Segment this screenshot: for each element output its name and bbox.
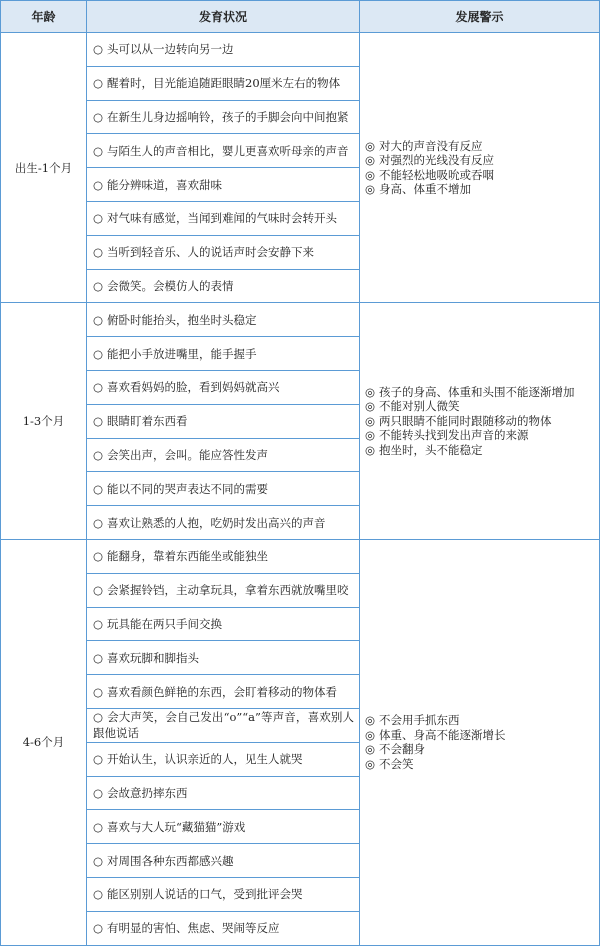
warning-item-text: 不会翻身 <box>379 742 425 757</box>
development-item-text: 能区别别人说话的口气，受到批评会哭 <box>107 887 303 902</box>
circle-bullet-icon: ○ <box>93 481 104 496</box>
warning-item <box>365 168 599 183</box>
development-item <box>87 912 359 945</box>
circle-bullet-icon: ○ <box>93 785 104 800</box>
development-item <box>87 202 359 235</box>
development-item-text: 醒着时，目光能追随距眼睛20厘米左右的物体 <box>107 76 341 91</box>
development-item <box>87 472 359 505</box>
double-circle-bullet-icon: ◎ <box>365 153 376 168</box>
double-circle-bullet-icon: ◎ <box>365 413 376 428</box>
development-item-text: 会大声笑，会自己发出“o”“a”等声音，喜欢别人跟他说话 <box>93 710 354 741</box>
warning-item <box>365 414 599 429</box>
age-label: 4-6个月 <box>1 540 86 945</box>
warning-item-text: 抱坐时，头不能稳定 <box>379 442 483 457</box>
circle-bullet-icon: ○ <box>93 211 104 226</box>
warning-item <box>365 443 599 458</box>
development-item <box>87 844 359 877</box>
development-item <box>87 608 359 641</box>
development-item <box>87 439 359 472</box>
warning-item-text: 对强烈的光线没有反应 <box>379 153 494 168</box>
double-circle-bullet-icon: ◎ <box>365 742 376 757</box>
circle-bullet-icon: ○ <box>93 278 104 293</box>
warning-cell <box>360 33 599 302</box>
development-item-text: 喜欢看妈妈的脸，看到妈妈就高兴 <box>107 380 280 395</box>
development-item <box>87 743 359 776</box>
double-circle-bullet-icon: ◎ <box>365 138 376 153</box>
development-item <box>87 168 359 201</box>
warning-item-text: 孩子的身高、体重和头围不能逐渐增加 <box>379 384 575 399</box>
double-circle-bullet-icon: ◎ <box>365 428 376 443</box>
development-item-text: 会紧握铃铛，主动拿玩具，拿着东西就放嘴里咬 <box>107 583 349 598</box>
warning-item <box>365 757 599 772</box>
circle-bullet-icon: ○ <box>93 42 104 57</box>
header-age: 年龄 <box>1 1 86 32</box>
development-item-text: 头可以从一边转向另一边 <box>107 42 234 57</box>
circle-bullet-icon: ○ <box>93 414 104 429</box>
development-item <box>87 33 359 66</box>
circle-bullet-icon: ○ <box>93 177 104 192</box>
development-item <box>87 506 359 539</box>
circle-bullet-icon: ○ <box>93 109 104 124</box>
development-item <box>87 405 359 438</box>
warning-item <box>365 153 599 168</box>
development-item <box>87 303 359 336</box>
circle-bullet-icon: ○ <box>93 583 104 598</box>
development-item <box>87 134 359 167</box>
warning-item-text: 两只眼睛不能同时跟随移动的物体 <box>379 413 552 428</box>
development-item <box>87 810 359 843</box>
development-item <box>87 574 359 607</box>
development-item <box>87 878 359 911</box>
circle-bullet-icon: ○ <box>93 684 104 699</box>
warning-item-text: 不能对别人微笑 <box>379 399 460 414</box>
double-circle-bullet-icon: ◎ <box>365 182 376 197</box>
development-item-text: 俯卧时能抬头，抱坐时头稳定 <box>107 312 257 327</box>
double-circle-bullet-icon: ◎ <box>365 167 376 182</box>
development-item <box>87 67 359 100</box>
development-item <box>87 540 359 573</box>
development-item <box>87 641 359 674</box>
circle-bullet-icon: ○ <box>93 143 104 158</box>
age-label: 1-3个月 <box>1 303 86 539</box>
warning-item-text: 不会笑 <box>379 756 414 771</box>
double-circle-bullet-icon: ◎ <box>365 384 376 399</box>
circle-bullet-icon: ○ <box>93 447 104 462</box>
development-item-text: 能以不同的哭声表达不同的需要 <box>107 481 268 496</box>
development-item <box>87 371 359 404</box>
warning-item <box>365 182 599 197</box>
development-item-text: 与陌生人的声音相比，婴儿更喜欢听母亲的声音 <box>107 143 349 158</box>
warning-item-text: 身高、体重不增加 <box>379 182 471 197</box>
warning-item-text: 体重、身高不能逐渐增长 <box>379 727 506 742</box>
warning-item-text: 对大的声音没有反应 <box>379 138 483 153</box>
development-item-text: 喜欢看颜色鲜艳的东西，会盯着移动的物体看 <box>107 684 337 699</box>
circle-bullet-icon: ○ <box>93 312 104 327</box>
warning-item-text: 不会用手抓东西 <box>379 713 460 728</box>
warning-item <box>365 713 599 728</box>
circle-bullet-icon: ○ <box>93 853 104 868</box>
double-circle-bullet-icon: ◎ <box>365 727 376 742</box>
circle-bullet-icon: ○ <box>93 380 104 395</box>
development-item-text: 喜欢玩脚和脚指头 <box>107 650 199 665</box>
header-warning: 发展警示 <box>360 1 599 32</box>
double-circle-bullet-icon: ◎ <box>365 399 376 414</box>
warning-item <box>365 139 599 154</box>
warning-item <box>365 399 599 414</box>
double-circle-bullet-icon: ◎ <box>365 756 376 771</box>
development-item-text: 喜欢让熟悉的人抱，吃奶时发出高兴的声音 <box>107 515 326 530</box>
circle-bullet-icon: ○ <box>93 819 104 834</box>
development-item <box>87 709 359 742</box>
development-item-text: 玩具能在两只手间交换 <box>107 616 222 631</box>
circle-bullet-icon: ○ <box>93 921 104 936</box>
double-circle-bullet-icon: ◎ <box>365 713 376 728</box>
circle-bullet-icon: ○ <box>93 710 104 725</box>
development-item-text: 能分辨味道，喜欢甜味 <box>107 177 222 192</box>
development-item <box>87 236 359 269</box>
warning-item <box>365 428 599 443</box>
warning-item-text: 不能转头找到发出声音的来源 <box>379 428 529 443</box>
development-item <box>87 270 359 303</box>
circle-bullet-icon: ○ <box>93 650 104 665</box>
warning-cell <box>360 540 599 945</box>
development-item <box>87 777 359 810</box>
circle-bullet-icon: ○ <box>93 752 104 767</box>
header-development: 发育状况 <box>87 1 359 32</box>
development-item-text: 对气味有感觉，当闻到难闻的气味时会转开头 <box>107 211 337 226</box>
development-item-text: 在新生儿身边摇响铃，孩子的手脚会向中间抱紧 <box>107 109 349 124</box>
warning-item-text: 不能轻松地吸吮或吞咽 <box>379 167 494 182</box>
development-item-text: 会笑出声，会叫。能应答性发声 <box>107 447 268 462</box>
warning-item <box>365 385 599 400</box>
development-item <box>87 337 359 370</box>
circle-bullet-icon: ○ <box>93 245 104 260</box>
development-item-text: 喜欢与大人玩“藏猫猫”游戏 <box>107 819 246 834</box>
development-item-text: 开始认生，认识亲近的人，见生人就哭 <box>107 752 303 767</box>
development-item-text: 能把小手放进嘴里，能手握手 <box>107 346 257 361</box>
warning-cell <box>360 303 599 539</box>
development-item-text: 能翻身，靠着东西能坐或能独坐 <box>107 549 268 564</box>
development-item-text: 会微笑。会模仿人的表情 <box>107 278 234 293</box>
circle-bullet-icon: ○ <box>93 515 104 530</box>
warning-item <box>365 742 599 757</box>
warning-item <box>365 728 599 743</box>
development-item-text: 当听到轻音乐、人的说话声时会安静下来 <box>107 245 314 260</box>
development-item <box>87 675 359 708</box>
age-label: 出生-1个月 <box>1 33 86 302</box>
development-item <box>87 101 359 134</box>
development-item-text: 对周围各种东西都感兴趣 <box>107 853 234 868</box>
circle-bullet-icon: ○ <box>93 549 104 564</box>
development-item-text: 有明显的害怕、焦虑、哭闹等反应 <box>107 921 280 936</box>
double-circle-bullet-icon: ◎ <box>365 442 376 457</box>
circle-bullet-icon: ○ <box>93 76 104 91</box>
circle-bullet-icon: ○ <box>93 616 104 631</box>
circle-bullet-icon: ○ <box>93 346 104 361</box>
circle-bullet-icon: ○ <box>93 887 104 902</box>
development-item-text: 眼睛盯着东西看 <box>107 414 188 429</box>
development-item-text: 会故意扔摔东西 <box>107 785 188 800</box>
